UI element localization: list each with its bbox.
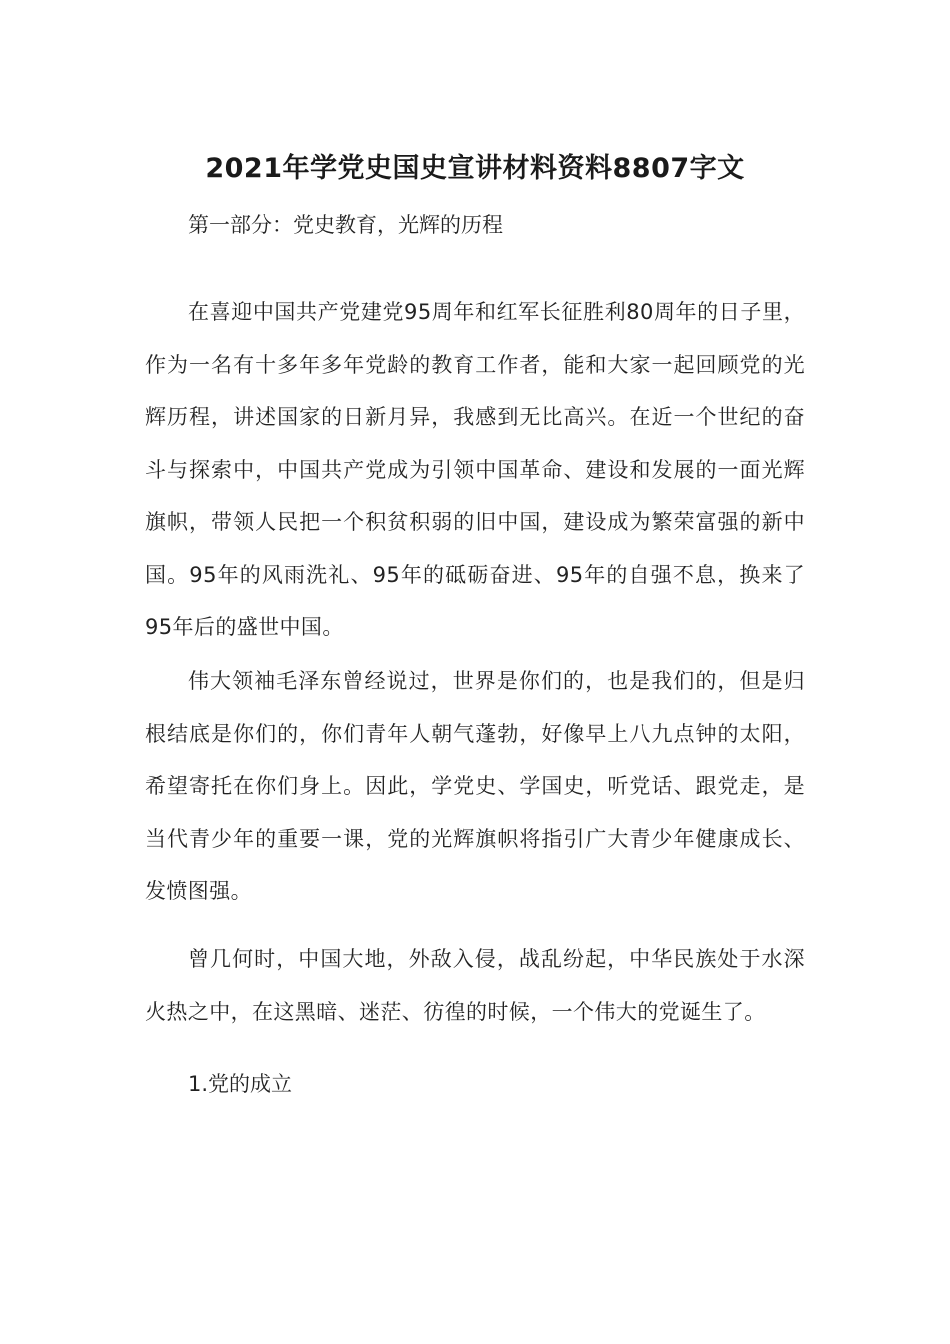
- paragraph-2: 伟大领袖毛泽东曾经说过，世界是你们的，也是我们的，但是归根结底是你们的，你们青年人朝气蓬勃，好像早上八九点钟的太阳，希望寄托在你们身上。因此，学党史、学国史，听党话、跟党走，是当代青少年的重要一课，党的光辉旗帜将指引广大青少年健康成长、发愤图强。: [145, 669, 805, 903]
- subsection-heading: 1.党的成立: [188, 1072, 293, 1096]
- document-title: 2021年学党史国史宣讲材料资料8807字文: [205, 153, 745, 185]
- section-heading: 第一部分：党史教育，光辉的历程: [188, 213, 503, 237]
- paragraph-3: 曾几何时，中国大地，外敌入侵，战乱纷起，中华民族处于水深火热之中，在这黑暗、迷茫、彷徨的时候，一个伟大的党诞生了。: [145, 947, 805, 1024]
- paragraph-1: 在喜迎中国共产党建党95周年和红军长征胜利80周年的日子里，作为一名有十多年多年党龄的教育工作者，能和大家一起回顾党的光辉历程，讲述国家的日新月异，我感到无比高兴。在近一个世纪的奋斗与探索中，中国共产党成为引领中国革命、建设和发展的一面光辉旗帜，带领人民把一个积贫积弱的旧中国，建设成为繁荣富强的新中国。95年的风雨洗礼、95年的砥砺奋进、95年的自强不息，换来了95年后的盛世中国。: [145, 300, 805, 639]
